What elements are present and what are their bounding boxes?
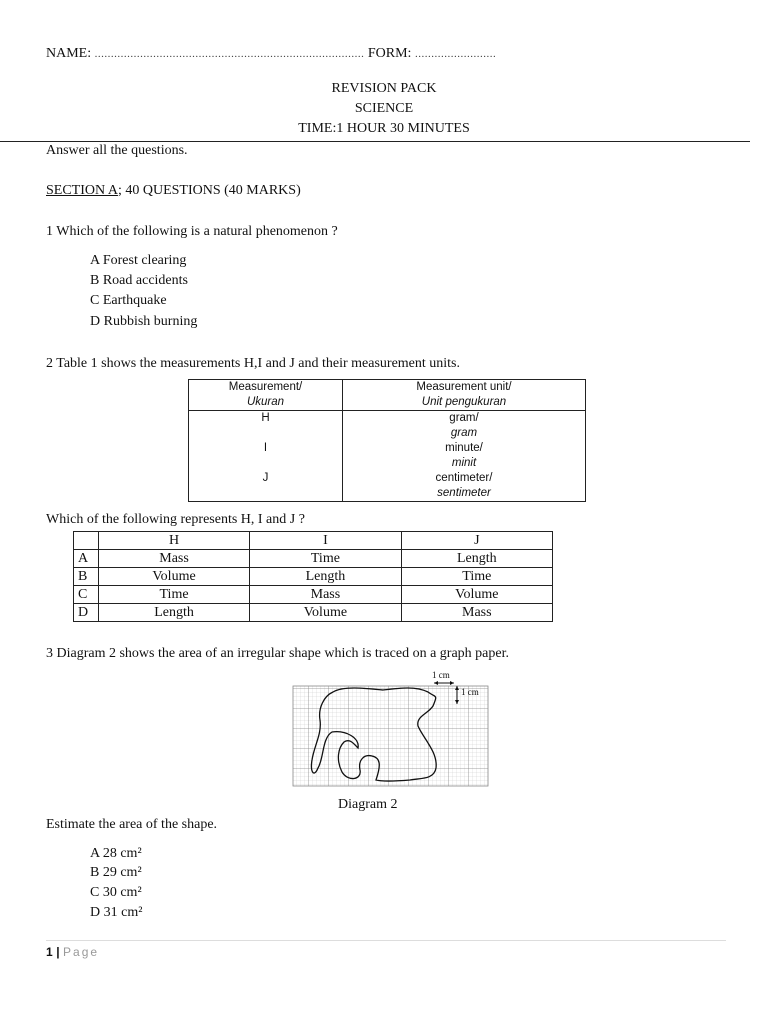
title-revision-pack: REVISION PACK <box>331 81 437 96</box>
section-label: SECTION A <box>46 183 118 198</box>
form-label: FORM: <box>367 46 412 61</box>
q3-followup: Estimate the area of the shape. <box>46 817 218 832</box>
name-field <box>46 46 496 62</box>
t1-cell-unit: centimeter/ sentimeter <box>343 471 586 502</box>
q3-text: 3 Diagram 2 shows the area of an irregular shape which is traced on a graph paper. <box>46 646 509 661</box>
t1-cell-measurement: J <box>189 471 343 502</box>
t1-cell-unit: minute/ minit <box>343 441 586 471</box>
table-row <box>189 441 586 471</box>
page-footer <box>46 945 99 961</box>
t1-cell-unit: gram/ gram <box>343 411 586 442</box>
q1-text: 1 Which of the following is a natural phenomenon ? <box>46 224 338 239</box>
q2-text: 2 Table 1 shows the measurements H,I and J and their measurement units. <box>46 356 460 371</box>
title-time: TIME:1 HOUR 30 MINUTES <box>298 121 470 136</box>
instructions: Answer all the questions. <box>46 143 188 158</box>
table-header-row: H I J <box>74 532 553 550</box>
page-number: 1 <box>46 945 53 959</box>
q3-option-b: B 29 cm² <box>90 865 142 880</box>
table-row <box>189 471 586 502</box>
q3-option-d: D 31 cm² <box>90 905 143 920</box>
table-row: C Time Mass Volume <box>74 586 553 604</box>
name-label: NAME: <box>46 46 92 61</box>
t1-cell-measurement: H <box>189 411 343 442</box>
q1-option-b: B Road accidents <box>90 273 188 288</box>
table-row <box>189 411 586 442</box>
scale-label-vertical: 1 cm <box>461 687 479 697</box>
name-dots: ................................................................................... <box>94 48 365 60</box>
title-subject: SCIENCE <box>354 101 414 116</box>
grid <box>293 686 488 786</box>
q3-option-a: A 28 cm² <box>90 846 142 861</box>
t1-header-measurement: Measurement/ Ukuran <box>189 380 343 411</box>
table-row: A Mass Time Length <box>74 550 553 568</box>
page-word: Page <box>63 945 100 959</box>
form-dots: ......................... <box>414 48 497 60</box>
footer-divider <box>46 940 726 941</box>
q1-option-d: D Rubbish burning <box>90 314 198 329</box>
section-rest: ; 40 QUESTIONS (40 MARKS) <box>117 183 301 198</box>
q1-option-c: C Earthquake <box>90 293 167 308</box>
t1-cell-measurement: I <box>189 441 343 471</box>
t1-header-unit: Measurement unit/ Unit pengukuran <box>343 380 586 411</box>
section-heading <box>46 183 301 199</box>
table-row: B Volume Length Time <box>74 568 553 586</box>
table-2 <box>73 531 553 622</box>
table-row: D Length Volume Mass <box>74 604 553 622</box>
q2-followup: Which of the following represents H, I and J ? <box>46 512 305 527</box>
q3-option-c: C 30 cm² <box>90 885 142 900</box>
q1-option-a: A Forest clearing <box>90 253 187 268</box>
diagram-caption: Diagram 2 <box>338 797 398 812</box>
scale-label-horizontal: 1 cm <box>432 670 450 680</box>
header-divider <box>0 141 750 142</box>
diagram-2-graph-paper <box>288 668 498 790</box>
page-separator: | <box>56 945 60 959</box>
table-1 <box>188 379 586 502</box>
